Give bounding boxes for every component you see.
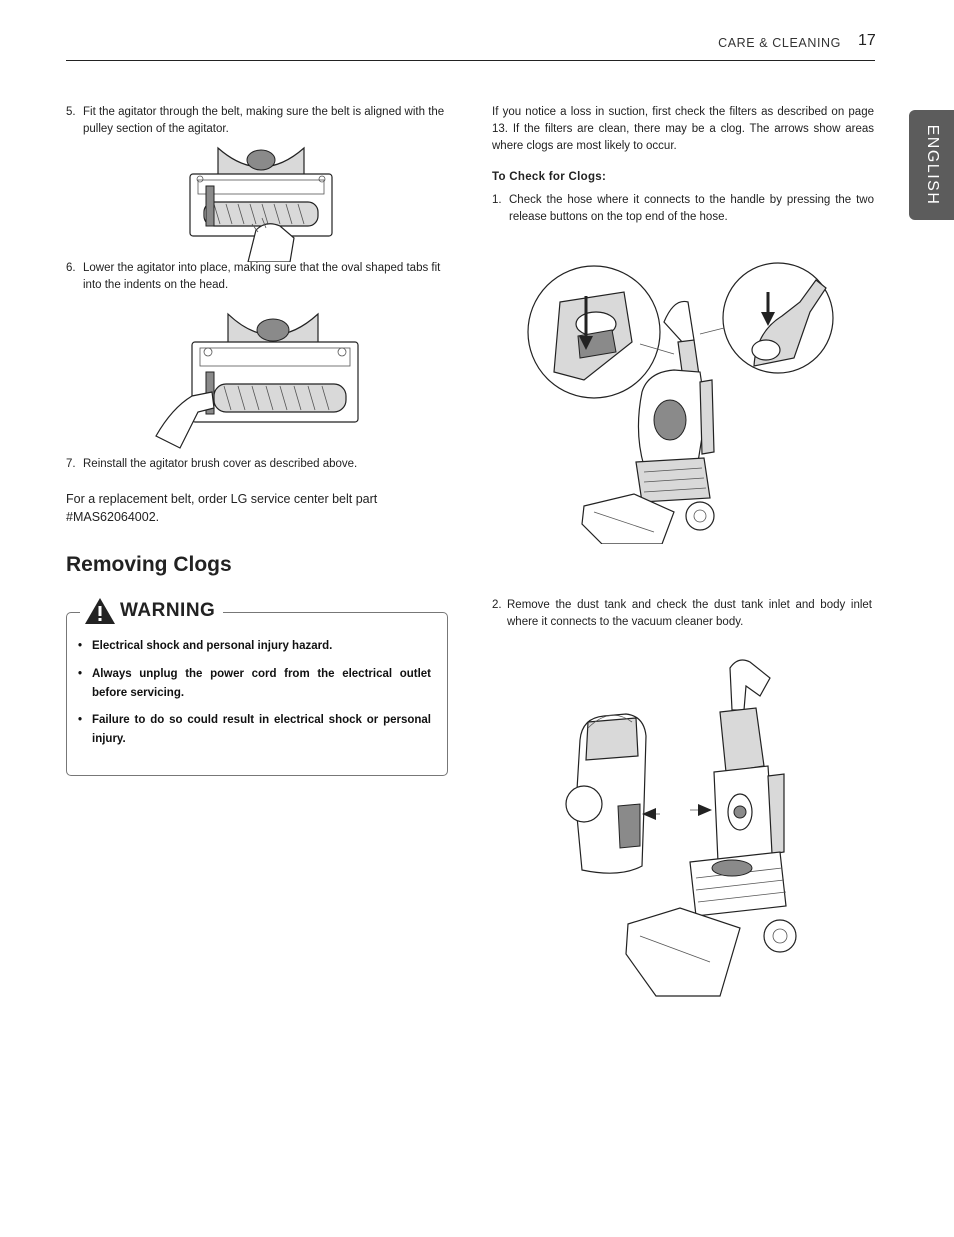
header-divider <box>66 60 875 61</box>
warning-item: • Always unplug the power cord from the electrical outlet before servicing. <box>78 665 431 703</box>
clog-step-1 <box>492 192 874 226</box>
step-number: 2. <box>492 599 502 611</box>
page-number: 17 <box>858 32 876 49</box>
warning-item-text: Always unplug the power cord from the electrical outlet before servicing. <box>92 668 431 699</box>
step-number: 1. <box>492 194 502 206</box>
language-tab-label: ENGLISH <box>923 124 941 206</box>
clog-step-2 <box>492 597 872 631</box>
step-number: 6. <box>66 262 76 274</box>
step-text: Check the hose where it connects to the handle by pressing the two release buttons on the top end of the hose. <box>509 194 874 223</box>
warning-item: • Failure to do so could result in electrical shock or personal injury. <box>78 711 431 749</box>
step-number: 5. <box>66 106 76 118</box>
dust-tank-illustration <box>560 656 806 1000</box>
vacuum-hose-illustration <box>524 262 838 544</box>
warning-item-text: Electrical shock and personal injury hazard. <box>92 640 333 652</box>
check-clogs-heading: To Check for Clogs: <box>492 171 607 183</box>
warning-triangle-icon <box>84 597 116 625</box>
clog-intro-paragraph: If you notice a loss in suction, first check the filters as described on page 13. If the filters are clean, there may be a clog. The arrows show areas where clogs are most likely to occur. <box>492 106 874 152</box>
warning-label: WARNING <box>120 600 216 621</box>
header-section-title: CARE & CLEANING <box>718 36 841 50</box>
step-7 <box>66 456 450 473</box>
step-text: Fit the agitator through the belt, making sure the belt is aligned with the pulley section of the agitator. <box>83 106 445 135</box>
step-text: Remove the dust tank and check the dust tank inlet and body inlet where it connects to the vacuum cleaner body. <box>507 599 872 628</box>
agitator-lower-illustration <box>152 312 362 452</box>
step-text: Reinstall the agitator brush cover as described above. <box>83 458 358 470</box>
step-text: Lower the agitator into place, making sure that the oval shaped tabs fit into the indents on the head. <box>83 262 441 291</box>
warning-header <box>80 594 223 628</box>
section-title: Removing Clogs <box>66 553 232 576</box>
warning-item: • Electrical shock and personal injury hazard. <box>78 637 431 656</box>
belt-replacement-note: For a replacement belt, order LG service center belt part #MAS62064002. <box>66 492 378 524</box>
step-6 <box>66 260 450 294</box>
step-5 <box>66 104 450 138</box>
step-number: 7. <box>66 458 76 470</box>
warning-item-text: Failure to do so could result in electrical shock or personal injury. <box>92 714 431 745</box>
agitator-belt-illustration <box>186 146 336 262</box>
language-tab <box>909 110 954 220</box>
